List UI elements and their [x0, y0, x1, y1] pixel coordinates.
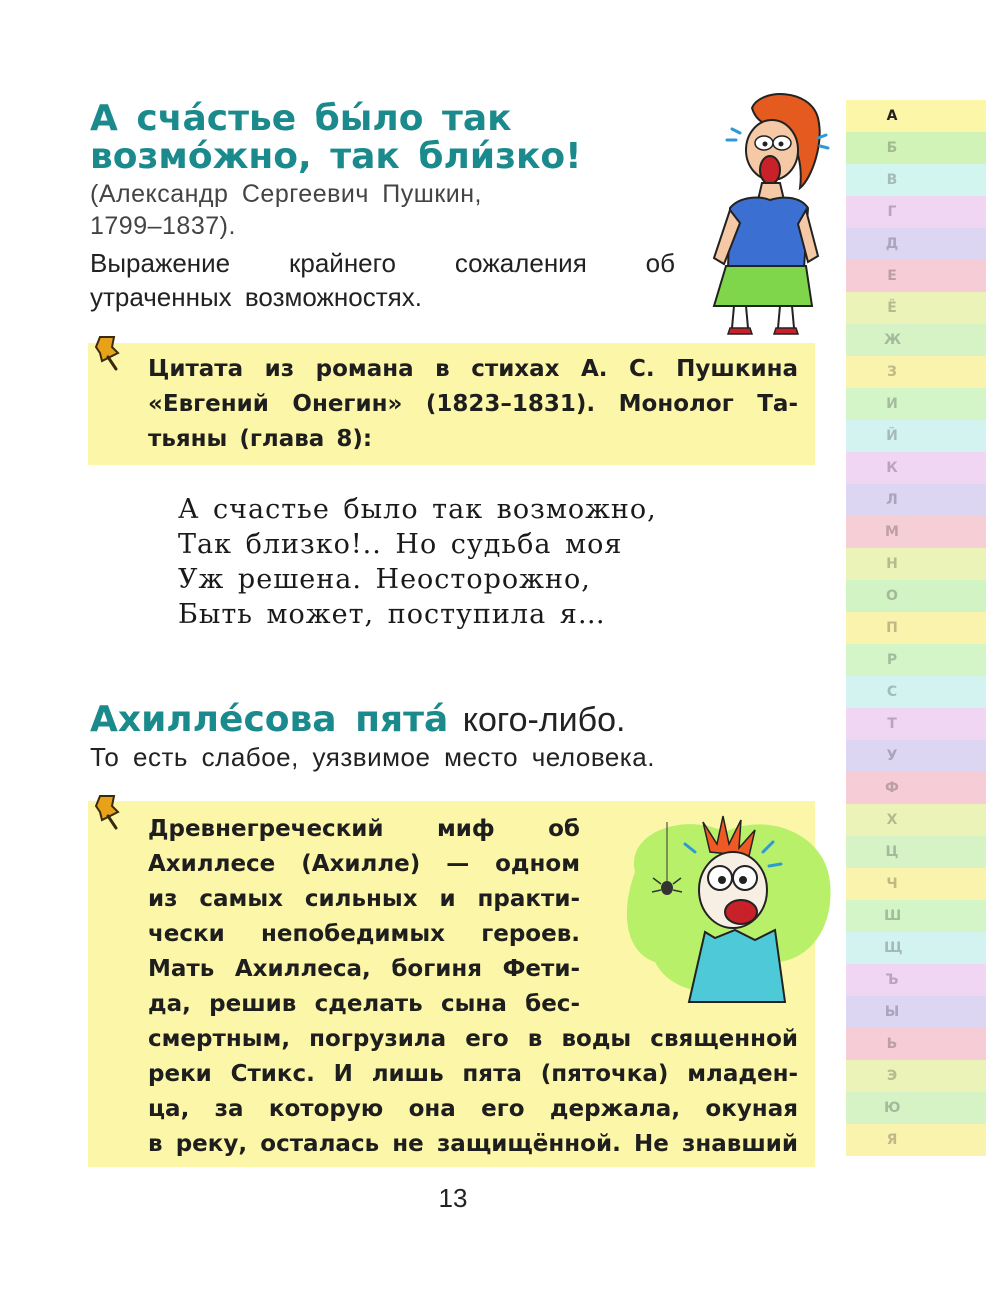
- alphabet-tab-6[interactable]: [846, 292, 986, 324]
- entry2-note-line: из самых сильных и практи-: [148, 886, 580, 912]
- alphabet-tab-letter: Ъ: [885, 972, 899, 988]
- entry2-note-line: смертным, погрузила его в воды священной: [148, 1026, 798, 1052]
- alphabet-tab-18[interactable]: [846, 676, 986, 708]
- alphabet-tab-11[interactable]: [846, 452, 986, 484]
- alphabet-tab-19[interactable]: [846, 708, 986, 740]
- entry1-attribution-line2: 1799–1837).: [90, 212, 236, 240]
- page-number: 13: [438, 1183, 468, 1213]
- alphabet-tab-letter: Ц: [885, 844, 899, 860]
- alphabet-tab-letter: Ь: [886, 1036, 898, 1052]
- entry2-note-bottom: [148, 1022, 798, 1162]
- alphabet-tab-27[interactable]: [846, 964, 986, 996]
- entry2-note-line: Древнегреческий миф об: [148, 816, 580, 842]
- entry2-note-line: реки Стикс. И лишь пята (пяточка) младен-: [148, 1061, 798, 1087]
- alphabet-tab-letter: П: [886, 620, 898, 636]
- alphabet-tab-letter: Ч: [886, 876, 898, 892]
- poem: [178, 492, 738, 632]
- alphabet-tab-letter: Я: [886, 1132, 898, 1148]
- alphabet-tab-letter: А: [886, 108, 898, 124]
- alphabet-tab-letter: К: [886, 460, 898, 476]
- entry2-note-line: да, решив сделать сына бес-: [148, 991, 580, 1017]
- alphabet-tab-letter: Г: [887, 204, 897, 220]
- alphabet-tab-4[interactable]: [846, 228, 986, 260]
- entry1-definition: [90, 246, 675, 314]
- alphabet-tab-20[interactable]: [846, 740, 986, 772]
- alphabet-tab-26[interactable]: [846, 932, 986, 964]
- alphabet-tab-15[interactable]: [846, 580, 986, 612]
- alphabet-tab-7[interactable]: [846, 324, 986, 356]
- alphabet-tab-letter: Ы: [884, 1004, 900, 1020]
- pushpin-icon: [94, 333, 128, 373]
- alphabet-tab-32[interactable]: [846, 1124, 986, 1156]
- entry1-note-line3: тьяны (глава 8):: [148, 426, 373, 452]
- pushpin-icon: [94, 792, 128, 832]
- poem-line: Так близко!.. Но судьба моя: [178, 529, 623, 560]
- poem-line: Уж решена. Неосторожно,: [178, 564, 591, 595]
- alphabet-tab-letter: Э: [886, 1068, 898, 1084]
- alphabet-tab-letter: У: [886, 748, 898, 764]
- entry1-headword: [90, 100, 650, 176]
- entry1-definition-line1: Выражение крайнего сожаления об: [90, 248, 675, 278]
- entry2-headword-suffix: кого-либо.: [462, 701, 626, 739]
- entry2-note-line: ца, за которую она его держала, окуная: [148, 1096, 798, 1122]
- alphabet-tab-31[interactable]: [846, 1092, 986, 1124]
- alphabet-tab-21[interactable]: [846, 772, 986, 804]
- alphabet-tab-letter: Ж: [884, 332, 902, 348]
- alphabet-tab-letter: З: [887, 364, 897, 380]
- entry2-headword-main: Ахилле́сова пята́: [90, 699, 449, 740]
- alphabet-tab-letter: Ю: [884, 1100, 901, 1116]
- entry1-attribution: [90, 178, 590, 242]
- shocked-woman-illustration: [700, 88, 830, 338]
- alphabet-tab-5[interactable]: [846, 260, 986, 292]
- alphabet-tab-10[interactable]: [846, 420, 986, 452]
- alphabet-tab-24[interactable]: [846, 868, 986, 900]
- alphabet-tab-16[interactable]: [846, 612, 986, 644]
- alphabet-tab-letter: Ф: [885, 780, 899, 796]
- alphabet-tab-29[interactable]: [846, 1028, 986, 1060]
- poem-line: А счастье было так возможно,: [178, 494, 657, 525]
- alphabet-tab-23[interactable]: [846, 836, 986, 868]
- alphabet-tab-letter: Н: [886, 556, 898, 572]
- entry1-note: [148, 352, 798, 457]
- entry2-note-line: Ахиллесе (Ахилле) — одном: [148, 851, 580, 877]
- entry1-headword-line2: возмо́жно, так бли́зко!: [90, 136, 582, 177]
- alphabet-tab-letter: О: [886, 588, 898, 604]
- alphabet-tab-letter: Е: [887, 268, 897, 284]
- alphabet-tab-letter: И: [886, 396, 898, 412]
- alphabet-tab-2[interactable]: [846, 164, 986, 196]
- entry2-note-line: чески непобедимых героев.: [148, 921, 580, 947]
- alphabet-tab-17[interactable]: [846, 644, 986, 676]
- alphabet-tab-letter: Й: [886, 428, 898, 444]
- poem-line: Быть может, поступила я…: [178, 599, 606, 630]
- alphabet-tab-letter: Д: [885, 236, 899, 252]
- alphabet-tab-8[interactable]: [846, 356, 986, 388]
- entry1-attribution-line1: (Александр Сергеевич Пушкин,: [90, 180, 482, 208]
- alphabet-tab-letter: С: [886, 684, 898, 700]
- alphabet-tab-12[interactable]: [846, 484, 986, 516]
- entry2-note-line: в реку, осталась не защищённой. Не знавший: [148, 1131, 798, 1157]
- entry1-note-line2: «Евгений Онегин» (1823–1831). Монолог Та-: [148, 391, 798, 417]
- alphabet-tab-9[interactable]: [846, 388, 986, 420]
- alphabet-tab-30[interactable]: [846, 1060, 986, 1092]
- alphabet-tab-letter: Б: [886, 140, 898, 156]
- alphabet-tab-letter: Т: [887, 716, 897, 732]
- alphabet-tab-3[interactable]: [846, 196, 986, 228]
- alphabet-tab-letter: Р: [886, 652, 898, 668]
- alphabet-tab-letter: Ё: [887, 300, 897, 316]
- alphabet-tab-letter: Щ: [884, 940, 903, 956]
- scared-boy-spider-illustration: [615, 812, 835, 1012]
- entry2-note-line: Мать Ахиллеса, богиня Фети-: [148, 956, 580, 982]
- entry2-definition: То есть слабое, уязвимое место человека.: [90, 742, 655, 772]
- entry1-definition-line2: утраченных возможностях.: [90, 282, 422, 312]
- entry1-headword-line1: А сча́стье бы́ло так: [90, 98, 512, 139]
- alphabet-tab-1[interactable]: [846, 132, 986, 164]
- alphabet-tab-letter: Л: [886, 492, 898, 508]
- alphabet-index-bar: [846, 100, 986, 1156]
- alphabet-tab-letter: Х: [886, 812, 898, 828]
- alphabet-tab-letter: В: [886, 172, 898, 188]
- alphabet-tab-28[interactable]: [846, 996, 986, 1028]
- alphabet-tab-14[interactable]: [846, 548, 986, 580]
- alphabet-tab-0[interactable]: [846, 100, 986, 132]
- entry1-note-line1: Цитата из романа в стихах А. С. Пушкина: [148, 356, 798, 382]
- alphabet-tab-22[interactable]: [846, 804, 986, 836]
- alphabet-tab-letter: Ш: [884, 908, 902, 924]
- alphabet-tab-13[interactable]: [846, 516, 986, 548]
- entry2-note-top: [148, 812, 580, 1022]
- alphabet-tab-25[interactable]: [846, 900, 986, 932]
- alphabet-tab-letter: М: [885, 524, 899, 540]
